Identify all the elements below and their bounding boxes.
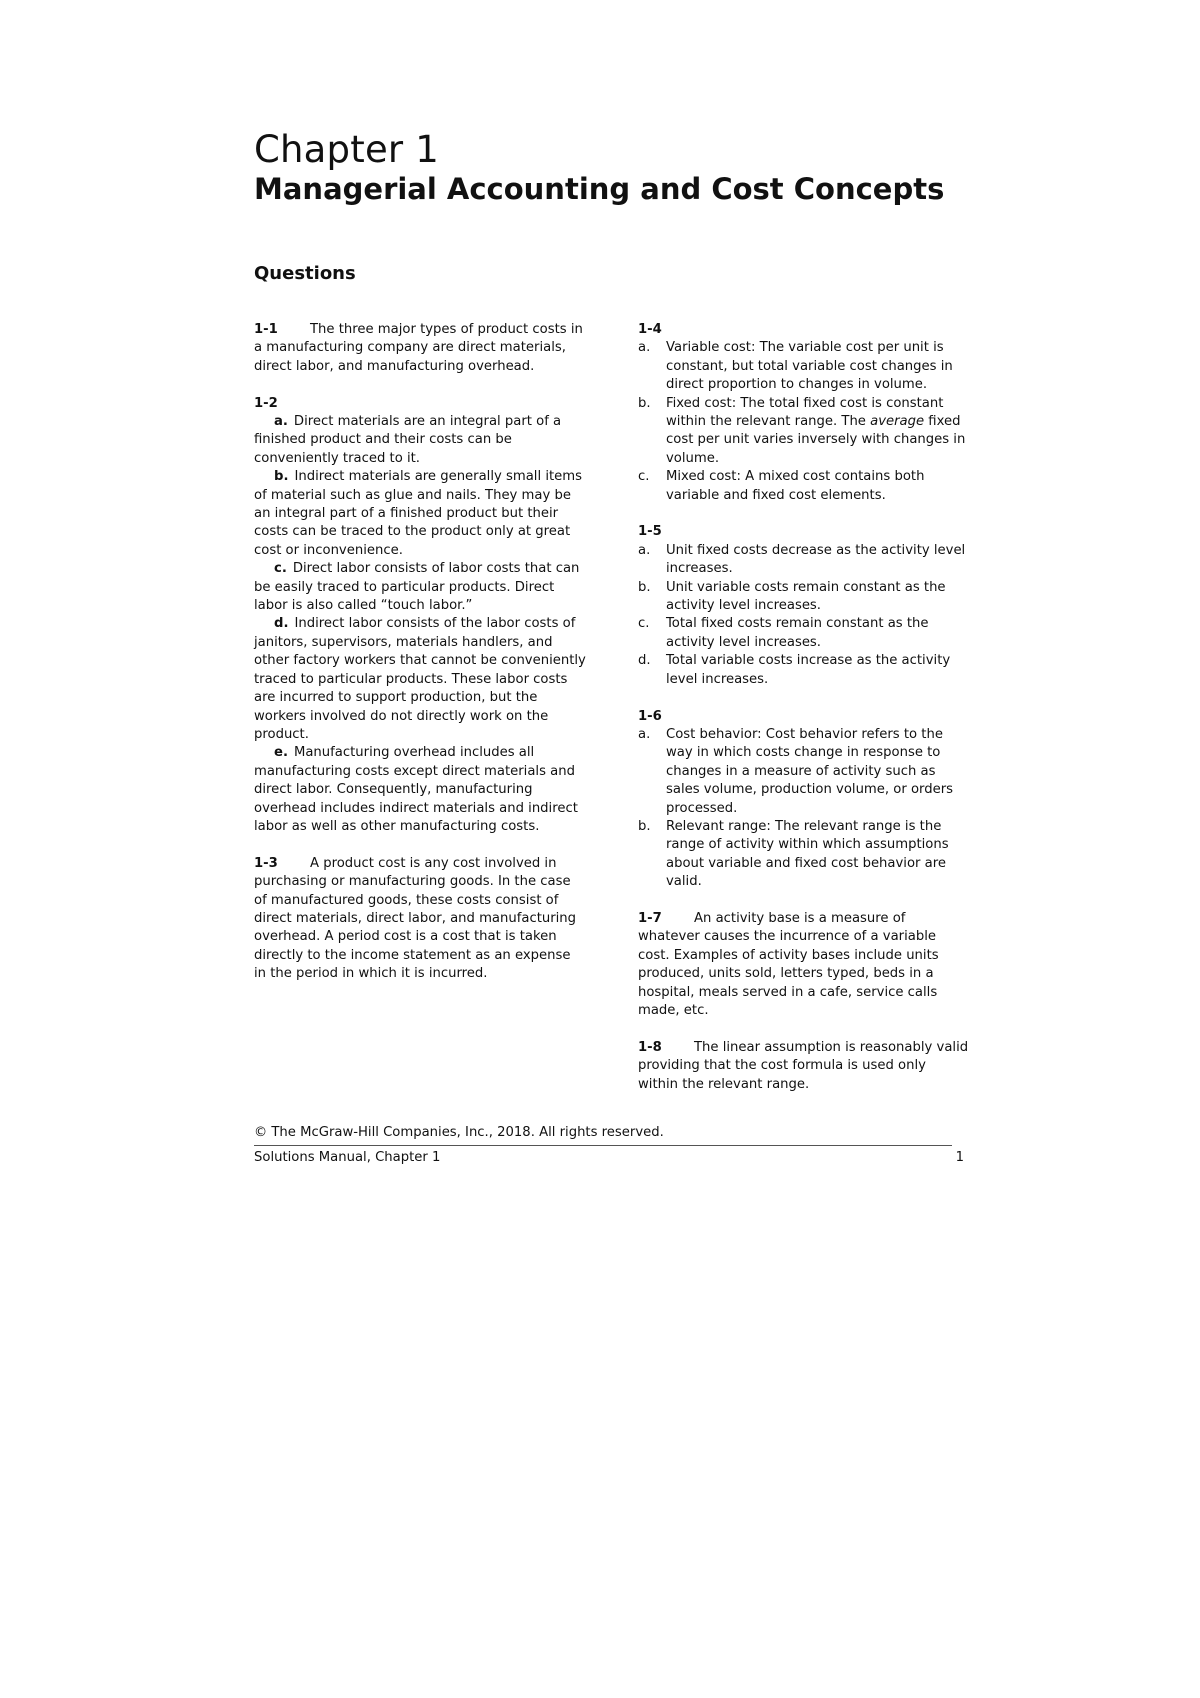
question-1-8	[638, 1039, 970, 1094]
chapter-title: Managerial Accounting and Cost Concepts	[254, 172, 945, 206]
right-column	[638, 321, 970, 1112]
answer-part: c. Total fixed costs remain constant as the activity level increases.	[638, 616, 929, 650]
copyright-notice: © The McGraw-Hill Companies, Inc., 2018. All rights reserved.	[254, 1125, 664, 1140]
question-number: 1-6	[638, 708, 662, 724]
question-text: The linear assumption is reasonably valid providing that the cost formula is used only within the relevant range.	[638, 1039, 969, 1092]
answer-part: c. Mixed cost: A mixed cost contains both variable and fixed cost elements.	[638, 469, 925, 503]
page-footer	[254, 1150, 964, 1165]
left-column	[254, 321, 586, 1002]
question-1-2	[254, 395, 586, 837]
question-number: 1-3	[254, 855, 278, 871]
question-number: 1-4	[638, 322, 662, 337]
answer-part: b. Fixed cost: The total fixed cost is constant within the relevant range. The average fixed cost per unit varies inversely with changes in volume.	[638, 395, 966, 466]
question-1-5	[638, 523, 970, 689]
question-1-4	[638, 321, 970, 505]
answer-part: a. Direct materials are an integral part of a finished product and their costs can be conveniently traced to it.	[254, 414, 562, 466]
answer-part: d. Indirect labor consists of the labor costs of janitors, supervisors, materials handlers, and other factory workers that cannot be conveniently traced to particular products. These labor costs are incurred to support production, but the workers involved do not directly work on the product.	[254, 616, 586, 742]
question-number: 1-5	[638, 524, 662, 540]
question-number: 1-1	[254, 322, 278, 337]
question-number: 1-8	[638, 1039, 662, 1055]
footer-divider	[254, 1145, 952, 1146]
question-number: 1-2	[254, 395, 278, 411]
answer-part: b. Relevant range: The relevant range is the range of activity within which assumptions about variable and fixed cost behavior are valid.	[638, 818, 949, 890]
section-heading: Questions	[254, 263, 356, 284]
question-number: 1-7	[638, 910, 662, 926]
question-1-6	[638, 708, 970, 892]
question-1-1	[254, 321, 586, 376]
emphasis: average	[870, 414, 925, 430]
answer-part: c. Direct labor consists of labor costs that can be easily traced to particular products. Direct labor is also called “touch labor.”	[254, 561, 580, 614]
question-1-3	[254, 855, 586, 984]
page-number: 1	[955, 1150, 964, 1165]
answer-part: e. Manufacturing overhead includes all manufacturing costs except direct materials and direct labor. Consequently, manufacturing overhead includes indirect materials and indirect labor as well as other manufacturing costs.	[254, 745, 578, 834]
question-1-7	[638, 910, 970, 1020]
question-text: The three major types of product costs in a manufacturing company are direct materials, direct labor, and manufacturing overhead.	[254, 322, 583, 374]
answer-part: a. Cost behavior: Cost behavior refers to the way in which costs change in response to changes in a measure of activity such as sales volume, production volume, or orders processed.	[638, 726, 953, 816]
question-text: A product cost is any cost involved in purchasing or manufacturing goods. In the case of manufactured goods, these costs consist of direct materials, direct labor, and manufacturing overhead. A period cost is a cost that is taken directly to the income statement as an expense in the period in which it is incurred.	[254, 855, 577, 982]
answer-part: a. Variable cost: The variable cost per unit is constant, but total variable cost changes in direct proportion to changes in volume.	[638, 340, 953, 393]
answer-part: b. Unit variable costs remain constant as the activity level increases.	[638, 579, 946, 614]
footer-label: Solutions Manual, Chapter 1	[254, 1150, 441, 1165]
answer-part: a. Unit fixed costs decrease as the activity level increases.	[638, 542, 966, 577]
answer-part: d. Total variable costs increase as the activity level increases.	[638, 653, 951, 687]
question-text: An activity base is a measure of whatever causes the incurrence of a variable cost. Examples of activity bases include units produced, units sold, letters typed, beds in a hospital, meals served in a cafe, service calls made, etc.	[638, 910, 939, 1018]
answer-part: b. Indirect materials are generally small items of material such as glue and nails. They may be an integral part of a finished product but their costs can be traced to the product only at great cost or inconvenience.	[254, 469, 582, 558]
chapter-number: Chapter 1	[254, 128, 440, 171]
